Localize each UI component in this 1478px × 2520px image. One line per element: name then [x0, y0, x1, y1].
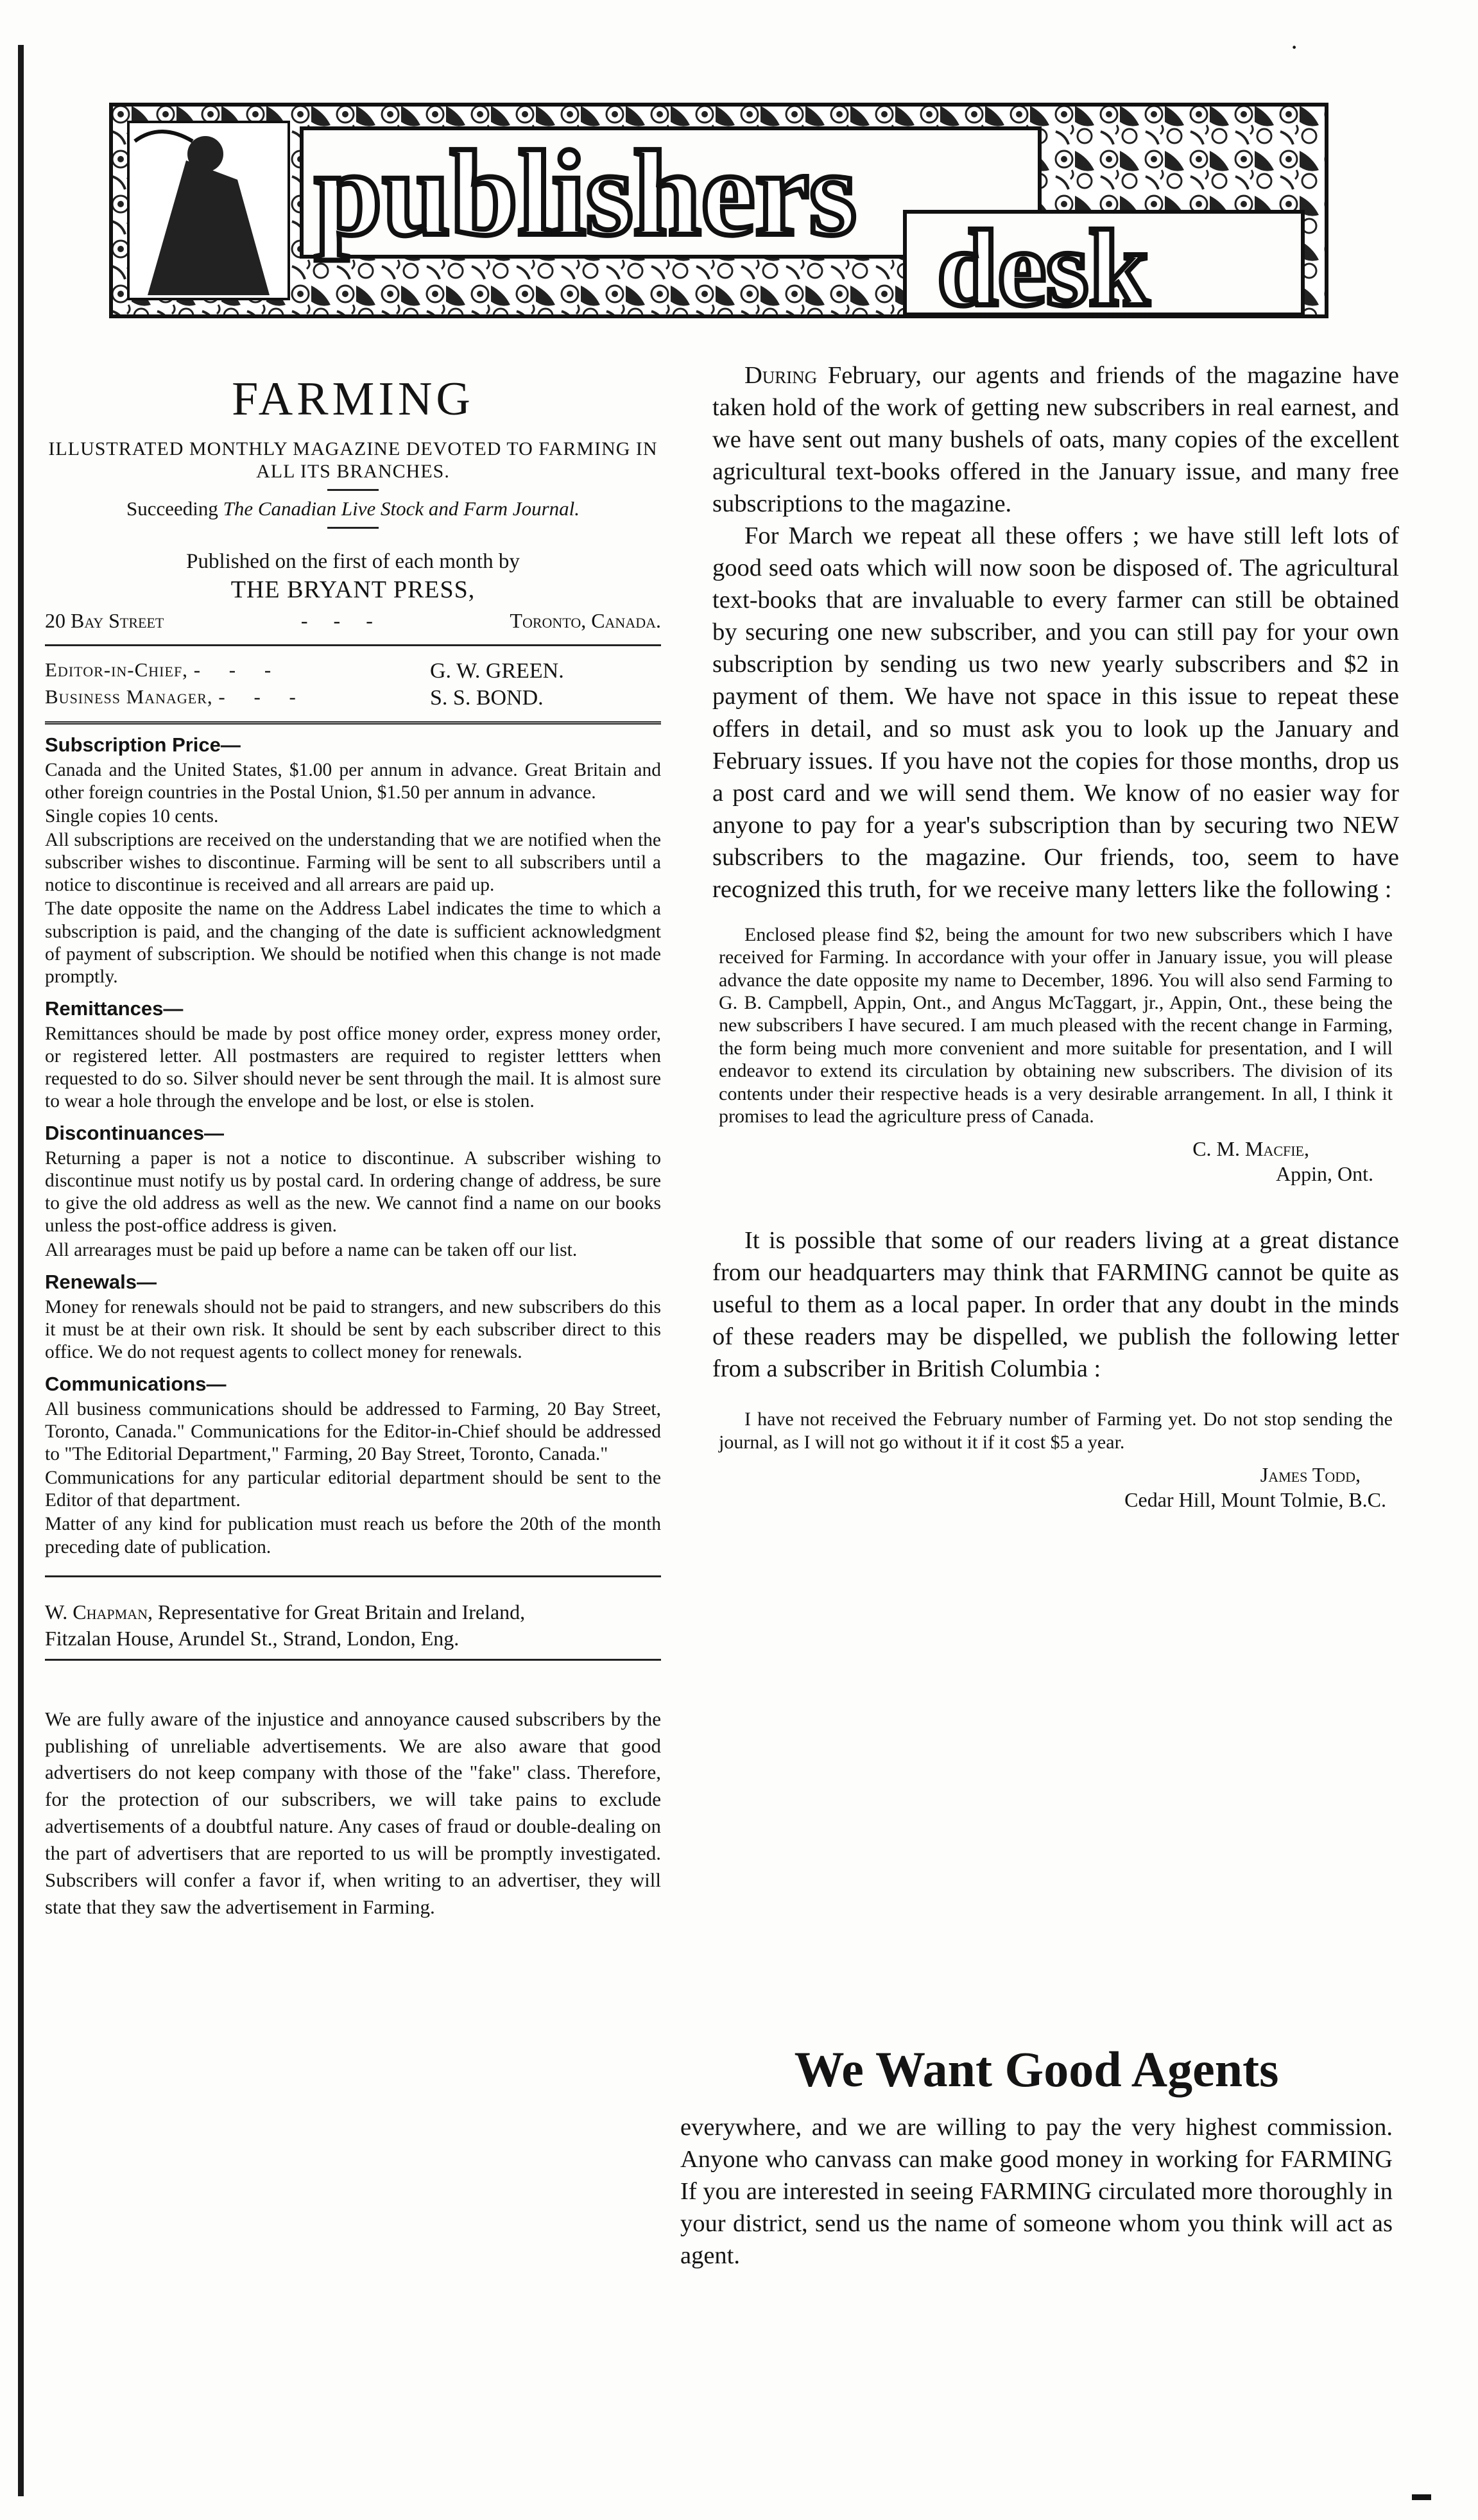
letter-signature-place: Cedar Hill, Mount Tolmie, B.C.: [1124, 1487, 1386, 1511]
communications-text: Communications for any particular editorial department should be sent to the Editor of that department.: [45, 1468, 661, 1511]
succeeding-prefix: Succeeding: [126, 497, 218, 520]
representative-role: Representative for Great Britain and Ireland,: [157, 1600, 526, 1624]
discontinuances-text: All arrearages must be paid up before a name can be taken off our list.: [45, 1239, 578, 1260]
subscription-text: The date opposite the name on the Address Label indicates the time to which a subscription is paid, and the changing of the date is sufficient acknowledgment of payment of subscription. We should be notified when this change is not made promptly.: [45, 898, 661, 987]
divider: [45, 1575, 661, 1577]
paragraph-text: February, our agents and friends of the magazine have taken hold of the work of getting new subscribers in real earnest, and we have sent out many bushels of oats, many copies of the excellent agricultural text-books offered in the January issue, and many free subscriptions to the magazine.: [712, 362, 1400, 518]
quoted-letter: Enclosed please find $2, being the amount for two new subscribers which I have received for Farming. In accordance with your offer in January issue, you will please advance the date opposite my name to December, 1896. You will also send Farming to G. B. Campbell, Appin, Ont., and Angus McTaggart, jr., Appin, Ont., these being the new subscribers I have secured. I am much pleased with the recent change in Farming, the form being much more convenient and more suitable for presentation, and I will endeavor to extend its circulation by obtaining new subscribers. The division of its contents under their respective heads is a very desirable arrangement. In all, I think it promises to lead the agriculture press of Canada.: [719, 923, 1393, 1127]
drop-word: During: [744, 362, 818, 389]
published-line: Published on the first of each month by: [186, 550, 520, 573]
short-rule: [327, 489, 379, 491]
margin-mark: ▬: [1412, 2483, 1431, 2505]
publisher-address: [45, 609, 661, 633]
representative-name: W. Chapman,: [45, 1600, 153, 1624]
remittances-text: Remittances should be made by post office money order, express money order, or registered letter. All postmasters are required to register lettters when requested to do so. Silver should never be sent through the mail. It is almost sure to wear a hole through the envelope and be lost, or else is stolen.: [45, 1023, 661, 1112]
communications-text: All business communications should be addressed to Farming, 20 Bay Street, Toronto, Canada." Communications for the Editor-in-Chief should be addressed to "The Editorial Department," Farming, 20 Bay Street, Toronto, Canada.": [45, 1398, 661, 1465]
subscription-text: Canada and the United States, $1.00 per annum in advance. Great Britain and other foreign countries in the Postal Union, $1.50 per annum in advance.: [45, 759, 661, 803]
agents-heading: We Want Good Agents: [794, 2041, 1279, 2097]
magazine-title: FARMING: [232, 373, 474, 425]
publisher-name: THE BRYANT PRESS,: [230, 576, 476, 603]
manager-name: S. S. BOND.: [430, 686, 544, 710]
renewals-text: Money for renewals should not be paid to strangers, and new subscribers do this it must be at their own risk. It should be sent by each subscriber direct to this office. We do not request agents to collect money for renewals.: [45, 1296, 661, 1362]
agents-section: [680, 2041, 1393, 2272]
address-dashes: - - -: [300, 608, 373, 632]
divider: [45, 644, 661, 646]
discontinuances-heading: Discontinuances—: [45, 1122, 225, 1145]
letter-signature-name: C. M. Macfie,: [1192, 1137, 1309, 1161]
margin-mark: ·: [1290, 33, 1299, 62]
article-paragraph: [712, 359, 1399, 520]
manager-row: [45, 685, 661, 712]
subscription-heading: Subscription Price—: [45, 733, 241, 756]
succeeding-journal: The Canadian Live Stock and Farm Journal.: [223, 497, 580, 520]
right-column: [712, 359, 1399, 1512]
editor-role: Editor-in-Chief,: [45, 658, 188, 681]
editor-row: [45, 658, 661, 685]
left-column: [45, 359, 661, 1941]
subscription-text: All subscriptions are received on the understanding that we are notified when the subscriber wishes to discontinue. Farming will be sent to all subscribers until a notice to discontinue is received and all arrears are paid up.: [45, 830, 661, 896]
ornament-figure-icon: [128, 122, 289, 299]
renewals-heading: Renewals—: [45, 1270, 157, 1293]
editor-dashes: - - -: [193, 658, 272, 681]
page-binding-edge: [18, 45, 24, 2496]
subscription-text: Single copies 10 cents.: [45, 806, 219, 827]
publishers-desk-banner: [109, 103, 1328, 318]
article-paragraph: It is possible that some of our readers living at a great distance from our headquarters may think that FARMING cannot be quite as useful to them as a local paper. In order that any doubt in the minds of these readers may be dispelled, we publish the following letter from a subscriber in British Columbia :: [712, 1227, 1399, 1383]
representative-address: Fitzalan House, Arundel St., Strand, London, Eng.: [45, 1627, 460, 1650]
communications-text: Matter of any kind for publication must reach us before the 20th of the month preceding date of publication.: [45, 1514, 661, 1557]
manager-dashes: - - -: [218, 685, 296, 708]
magazine-subtitle: ILLUSTRATED MONTHLY MAGAZINE DEVOTED TO FARMING IN ALL ITS BRANCHES.: [48, 438, 658, 482]
short-rule: [327, 527, 379, 529]
quoted-letter: I have not received the February number of Farming yet. Do not stop sending the journal, as I will not go without it if it cost $5 a year.: [719, 1409, 1393, 1453]
discontinuances-text: Returning a paper is not a notice to discontinue. A subscriber wishing to discontinue must notify us by postal card. In ordering change of address, be sure to give the old address as well as the new. We cannot find a name on our books unless the post-office address is given.: [45, 1148, 661, 1237]
letter-signature-place: Appin, Ont.: [1276, 1161, 1373, 1185]
divider: [45, 721, 661, 724]
editor-name: G. W. GREEN.: [430, 658, 564, 683]
succeeding-line: [45, 497, 661, 520]
agents-text: everywhere, and we are willing to pay the very highest commission. Anyone who canvass can make good money in working for FARMING If you are interested in seeing FARMING circulated more thoroughly in your district, send us the name of someone whom you think will act as agent.: [680, 2114, 1393, 2270]
representative-block: [45, 1599, 661, 1661]
article-paragraph: For March we repeat all these offers ; we have still left lots of good seed oats which will now soon be disposed of. The agricultural text-books that are invaluable to every farmer can still be obtained by securing one new subscriber, and you can still pay for your own subscription by sending us two new yearly subscribers and $2 in payment of them. We have not space in this issue to repeat these offers in detail, and so must ask you to look up the January and February issues. If you have not the copies for those months, drop us a post card and we will send them. We know of no easier way for anyone to pay for a year's subscription than by securing two NEW subscribers to the magazine. Our friends, too, seem to have recognized this truth, for we receive many letters like the following :: [712, 522, 1399, 903]
letter-signature-name: James Todd,: [1260, 1463, 1361, 1487]
remittances-heading: Remittances—: [45, 997, 184, 1020]
banner-word-publishers: publishers: [314, 126, 857, 261]
banner-word-desk: desk: [937, 208, 1149, 318]
address-street: 20 Bay Street: [45, 608, 164, 632]
advertising-notice: We are fully aware of the injustice and annoyance caused subscribers by the publishing of unreliable advertisements. We are also aware that good advertisers do not keep company with those of the "fake" class. Therefore, for the protection of our subscribers, we will take pains to exclude advertisements of a doubtful nature. Any cases of fraud or double-dealing on the part of advertisers that are reported to us will be promptly investigated. Subscribers will confer a favor if, when writing to an advertiser, they will state that they saw the advertisement in Farming.: [45, 1707, 661, 1918]
communications-heading: Communications—: [45, 1372, 227, 1395]
manager-role: Business Manager,: [45, 685, 213, 708]
address-city: Toronto, Canada.: [510, 608, 661, 632]
